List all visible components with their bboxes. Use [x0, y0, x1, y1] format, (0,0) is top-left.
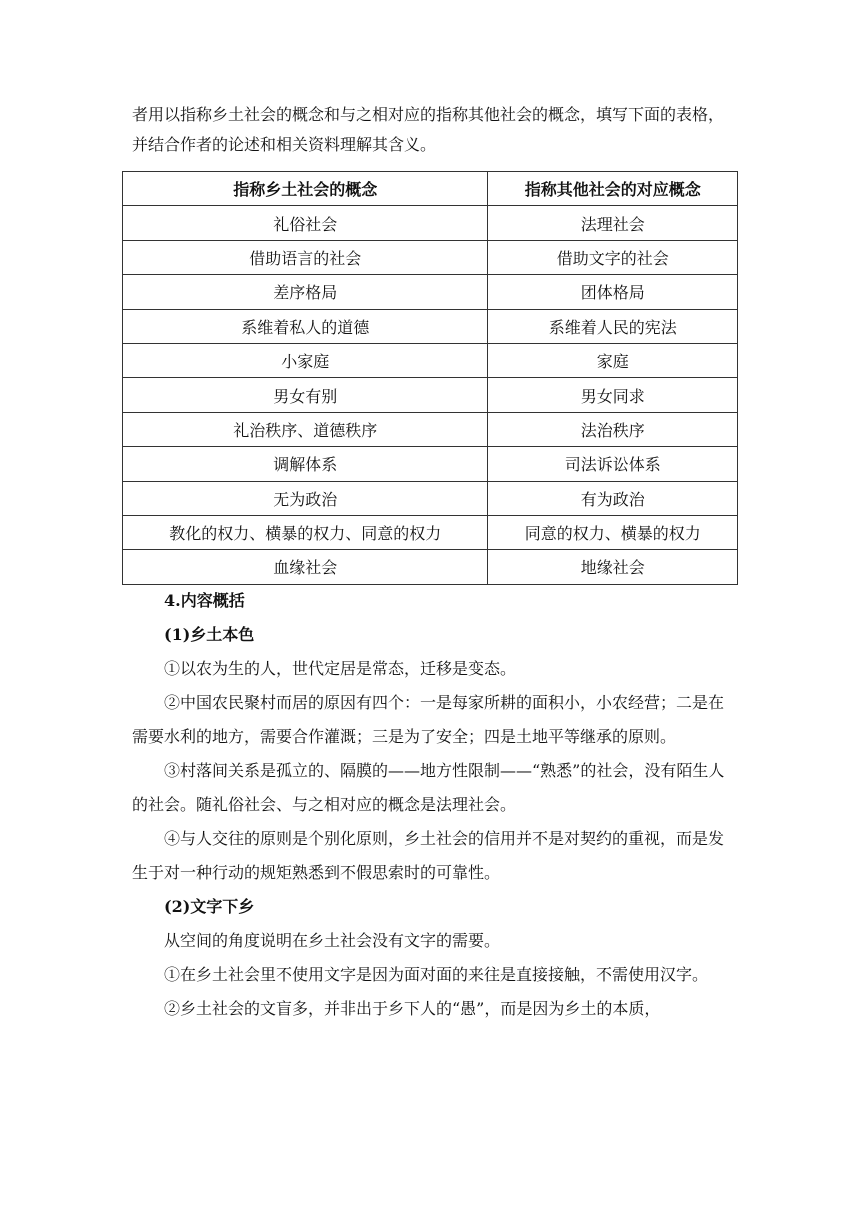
table-row [123, 412, 738, 446]
table-row [123, 309, 738, 343]
table-row [123, 550, 738, 584]
table-cell: 系维着人民的宪法 [488, 309, 738, 343]
table-row [123, 240, 738, 274]
table-cell: 借助文字的社会 [488, 240, 738, 274]
table-cell: 小家庭 [123, 343, 488, 377]
table-cell: 家庭 [488, 343, 738, 377]
table-cell: 无为政治 [123, 481, 488, 515]
table-cell: 借助语言的社会 [123, 240, 488, 274]
table-cell: 法理社会 [488, 206, 738, 240]
table-row [123, 343, 738, 377]
concept-table [122, 171, 738, 585]
table-row [123, 481, 738, 515]
table-cell: 教化的权力、横暴的权力、同意的权力 [123, 515, 488, 549]
table-cell: 男女有别 [123, 378, 488, 412]
paragraph: 从空间的角度说明在乡土社会没有文字的需要。 [164, 931, 501, 950]
table-cell: 礼治秩序、道德秩序 [123, 412, 488, 446]
table-cell: 同意的权力、横暴的权力 [488, 515, 738, 549]
column-header: 指称乡土社会的概念 [123, 172, 488, 206]
subsection-heading: (2)文字下乡 [164, 897, 255, 916]
table-row [123, 206, 738, 240]
paragraph: ②中国农民聚村而居的原因有四个：一是每家所耕的面积小，小农经营；二是在需要水利的地方，需要合作灌溉；三是为了安全；四是土地平等继承的原则。 [132, 693, 725, 746]
table-cell: 地缘社会 [488, 550, 738, 584]
table-cell: 团体格局 [488, 275, 738, 309]
table-row [123, 275, 738, 309]
paragraph: ②乡土社会的文盲多，并非出于乡下人的“愚”，而是因为乡土的本质， [164, 999, 661, 1018]
content-summary [132, 584, 738, 1026]
table-cell: 差序格局 [123, 275, 488, 309]
paragraph: ①在乡土社会里不使用文字是因为面对面的来往是直接接触，不需使用汉字。 [164, 965, 709, 984]
table-cell: 系维着私人的道德 [123, 309, 488, 343]
table-cell: 有为政治 [488, 481, 738, 515]
paragraph: ④与人交往的原则是个别化原则，乡土社会的信用并不是对契约的重视，而是发生于对一种行动的规矩熟悉到不假思索时的可靠性。 [132, 829, 725, 882]
table-cell: 司法诉讼体系 [488, 447, 738, 481]
table-cell: 礼俗社会 [123, 206, 488, 240]
table-row [123, 378, 738, 412]
section-heading: 4.内容概括 [164, 591, 245, 610]
column-header: 指称其他社会的对应概念 [488, 172, 738, 206]
table-row [123, 447, 738, 481]
table-row [123, 515, 738, 549]
table-cell: 血缘社会 [123, 550, 488, 584]
table-cell: 法治秩序 [488, 412, 738, 446]
table-header-row [123, 172, 738, 206]
table-cell: 调解体系 [123, 447, 488, 481]
paragraph: ①以农为生的人，世代定居是常态，迁移是变态。 [164, 659, 517, 678]
intro-paragraph: 者用以指称乡土社会的概念和与之相对应的指称其他社会的概念，填写下面的表格，并结合作者的论述和相关资料理解其含义。 [132, 105, 725, 154]
paragraph: ③村落间关系是孤立的、隔膜的——地方性限制——“熟悉”的社会，没有陌生人的社会。随礼俗社会、与之相对应的概念是法理社会。 [132, 761, 725, 814]
subsection-heading: (1)乡土本色 [164, 625, 255, 644]
table-cell: 男女同求 [488, 378, 738, 412]
